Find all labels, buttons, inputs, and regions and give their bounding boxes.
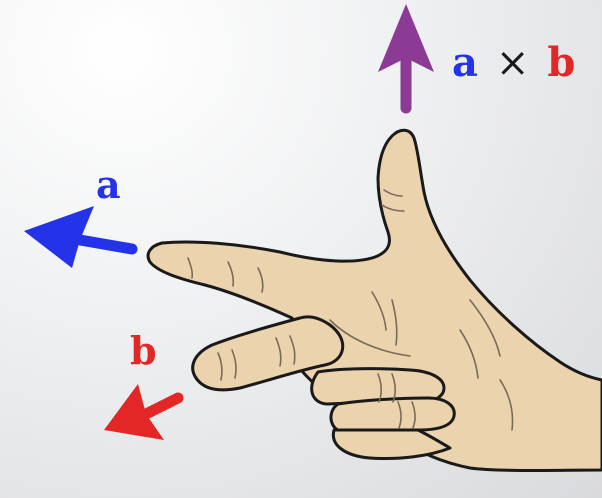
hand-pinky-finger	[331, 398, 454, 432]
arrow-cross-icon	[378, 4, 434, 108]
label-a: a	[96, 162, 121, 207]
cross-label-a: a	[452, 39, 478, 86]
cross-label-b: b	[547, 39, 576, 86]
arrow-a-shaft	[80, 240, 132, 249]
label-b: b	[130, 328, 157, 373]
arrow-b-icon	[104, 384, 178, 440]
arrow-a-icon	[24, 206, 132, 268]
cross-product-label	[452, 39, 575, 86]
cross-label-operator: ×	[495, 40, 530, 86]
right-hand-icon	[148, 130, 602, 470]
